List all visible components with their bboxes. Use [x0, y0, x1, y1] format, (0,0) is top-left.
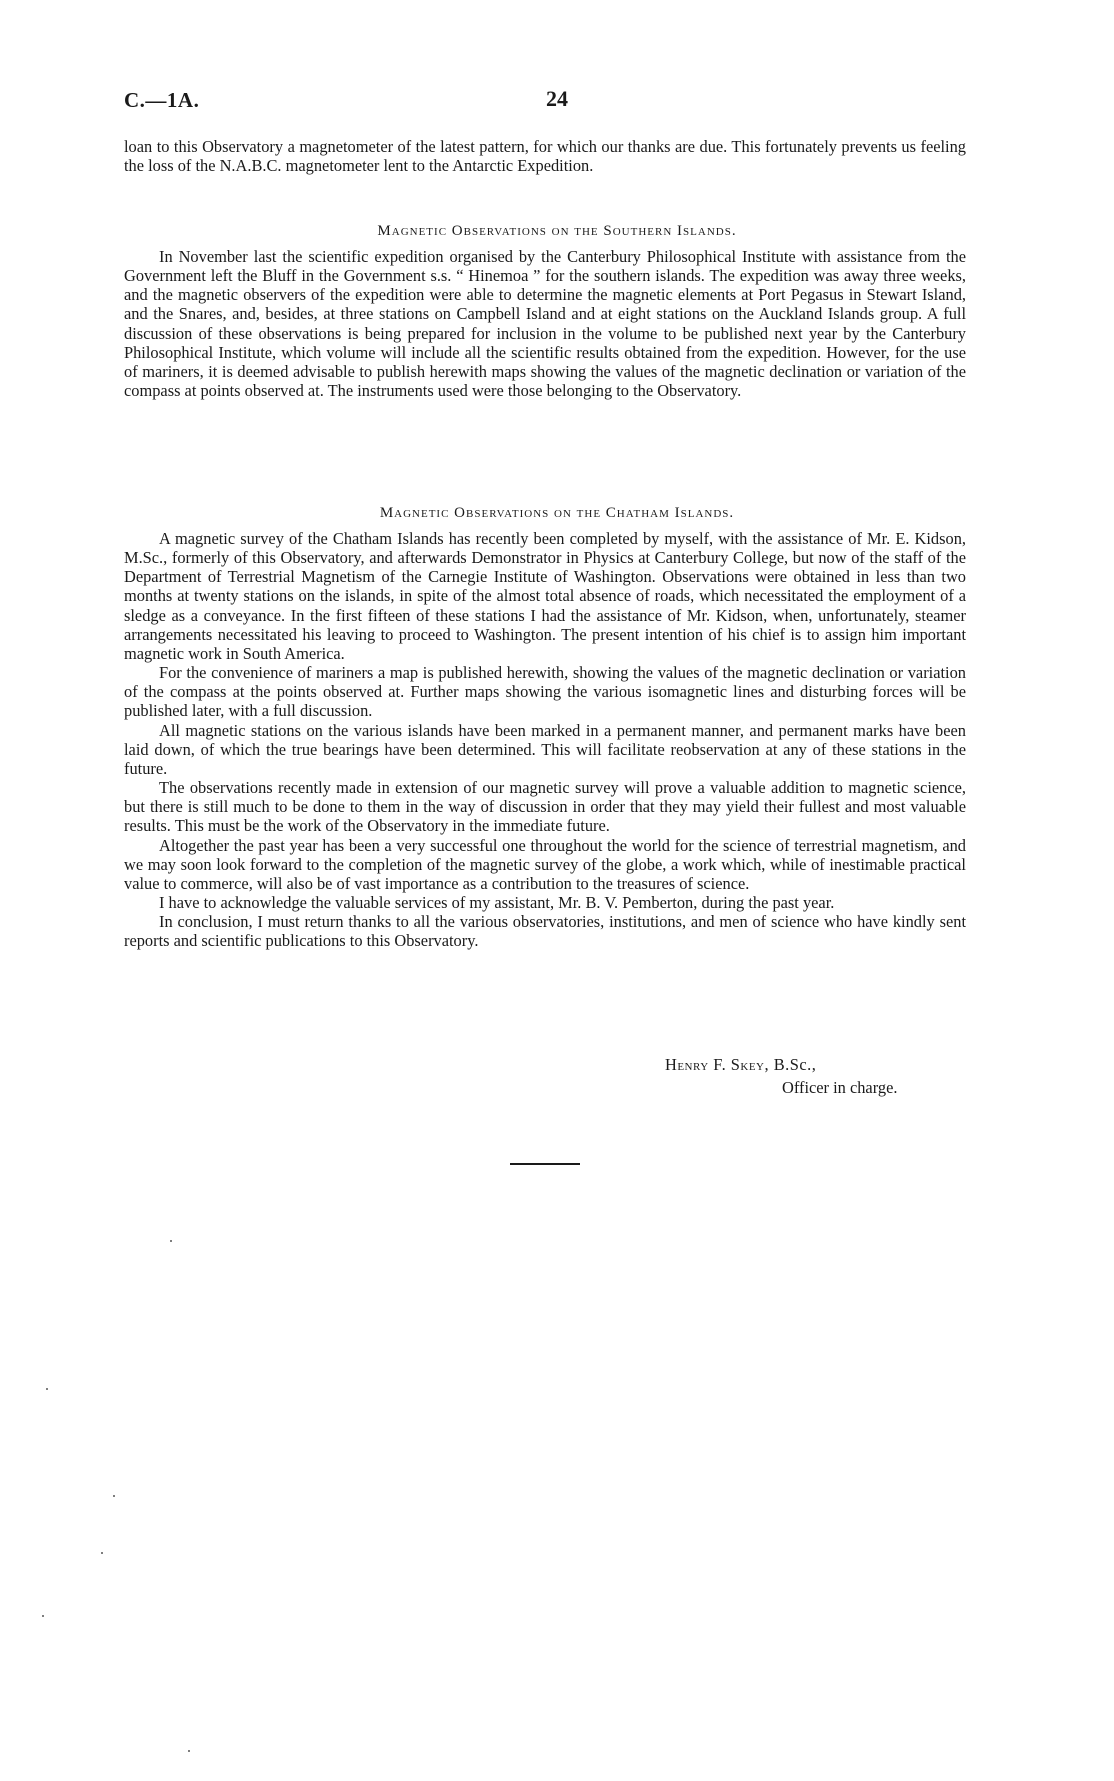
scan-speck: [46, 1388, 48, 1390]
section-heading-chatham-islands: Magnetic Observations on the Chatham Islands.: [379, 505, 735, 521]
signatory-name: Henry F. Skey: [665, 1055, 765, 1074]
paragraph: All magnetic stations on the various islands have been marked in a permanent manner, and permanent marks have been laid down, of which the true bearings have been determined. This will facilitate reobservation at any of these stations in the future.: [124, 720, 966, 778]
paragraph: The observations recently made in extension of our magnetic survey will prove a valuable addition to magnetic science, but there is still much to be done to them in the way of discussion in order that they may yield their fullest and most valuable results. This must be the work of the Observatory in the immediate future.: [124, 778, 966, 836]
scan-speck: [170, 1240, 172, 1242]
document-reference: C.—1A.: [124, 88, 200, 112]
signature-name: [665, 1055, 816, 1075]
paragraph: loan to this Observatory a magnetometer of the latest pattern, for which our thanks are due. This fortunately prevents us feeling the loss of the N.A.B.C. magnetometer lent to the Antarctic Expedition.: [124, 137, 966, 176]
scan-speck: [101, 1552, 103, 1554]
section-text-southern-islands: [124, 247, 966, 400]
paragraph: A magnetic survey of the Chatham Islands has recently been completed by myself, with the assistance of Mr. E. Kidson, M.Sc., formerly of this Observatory, and afterwards Demonstrator in Physics at Canterbury College, but now of the staff of the Department of Terrestrial Magnetism of the Carnegie Institute of Washington. Observations were obtained in less than two months at twenty stations on the islands, in spite of the almost total absence of roads, which necessitated the employment of a sledge as a conveyance. In the first fifteen of these stations I had the assistance of Mr. Kidson, when, unfortunately, steamer arrangements necessitated his leaving to proceed to Washington. The present intention of his chief is to assign him important magnetic work in South America.: [124, 529, 966, 663]
scan-speck: [42, 1615, 44, 1617]
signature-title: Officer in charge.: [782, 1078, 898, 1097]
section-heading-southern-islands: Magnetic Observations on the Southern Islands.: [377, 223, 737, 239]
page-number: 24: [546, 86, 568, 111]
paragraph: I have to acknowledge the valuable services of my assistant, Mr. B. V. Pemberton, during the past year.: [159, 892, 835, 912]
paragraph: Altogether the past year has been a very successful one throughout the world for the science of terrestrial magnetism, and we may soon look forward to the completion of the magnetic survey of the globe, a work which, while of inestimable practical value to commerce, will also be of vast importance as a contribution to the treasures of science.: [124, 835, 966, 893]
scan-speck: [113, 1495, 115, 1497]
intro-text: [124, 137, 966, 175]
paragraph: For the convenience of mariners a map is published herewith, showing the values of the magnetic declination or variation of the compass at the points observed at. Further maps showing the various isomagnetic lines and disturbing forces will be published later, with a full discussion.: [124, 663, 966, 721]
paragraph: In November last the scientific expedition organised by the Canterbury Philosophical Institute with assistance from the Government left the Bluff in the Government s.s. “ Hinemoa ” for the southern islands. The expedition was away three weeks, and the magnetic observers of the expedition were able to determine the magnetic elements at Port Pegasus in Stewart Island, and the Snares, and, besides, at three stations on Campbell Island and at eight stations on the Auckland Islands group. A full discussion of these observations is being prepared for inclusion in the volume to be published next year by the Canterbury Philosophical Institute, which volume will include all the scientific results obtained from the expedition. However, for the use of mariners, it is deemed advisable to publish herewith maps showing the values of the magnetic declination or variation of the compass at points observed at. The instruments used were those belonging to the Observatory.: [124, 247, 966, 401]
signatory-degree: , B.Sc.,: [764, 1055, 817, 1074]
closing-rule: [510, 1163, 580, 1165]
scan-speck: [188, 1750, 190, 1752]
paragraph: In conclusion, I must return thanks to all the various observatories, institutions, and men of science who have kindly sent reports and scientific publications to this Observatory.: [124, 912, 966, 951]
section-text-chatham-islands: [124, 529, 966, 950]
